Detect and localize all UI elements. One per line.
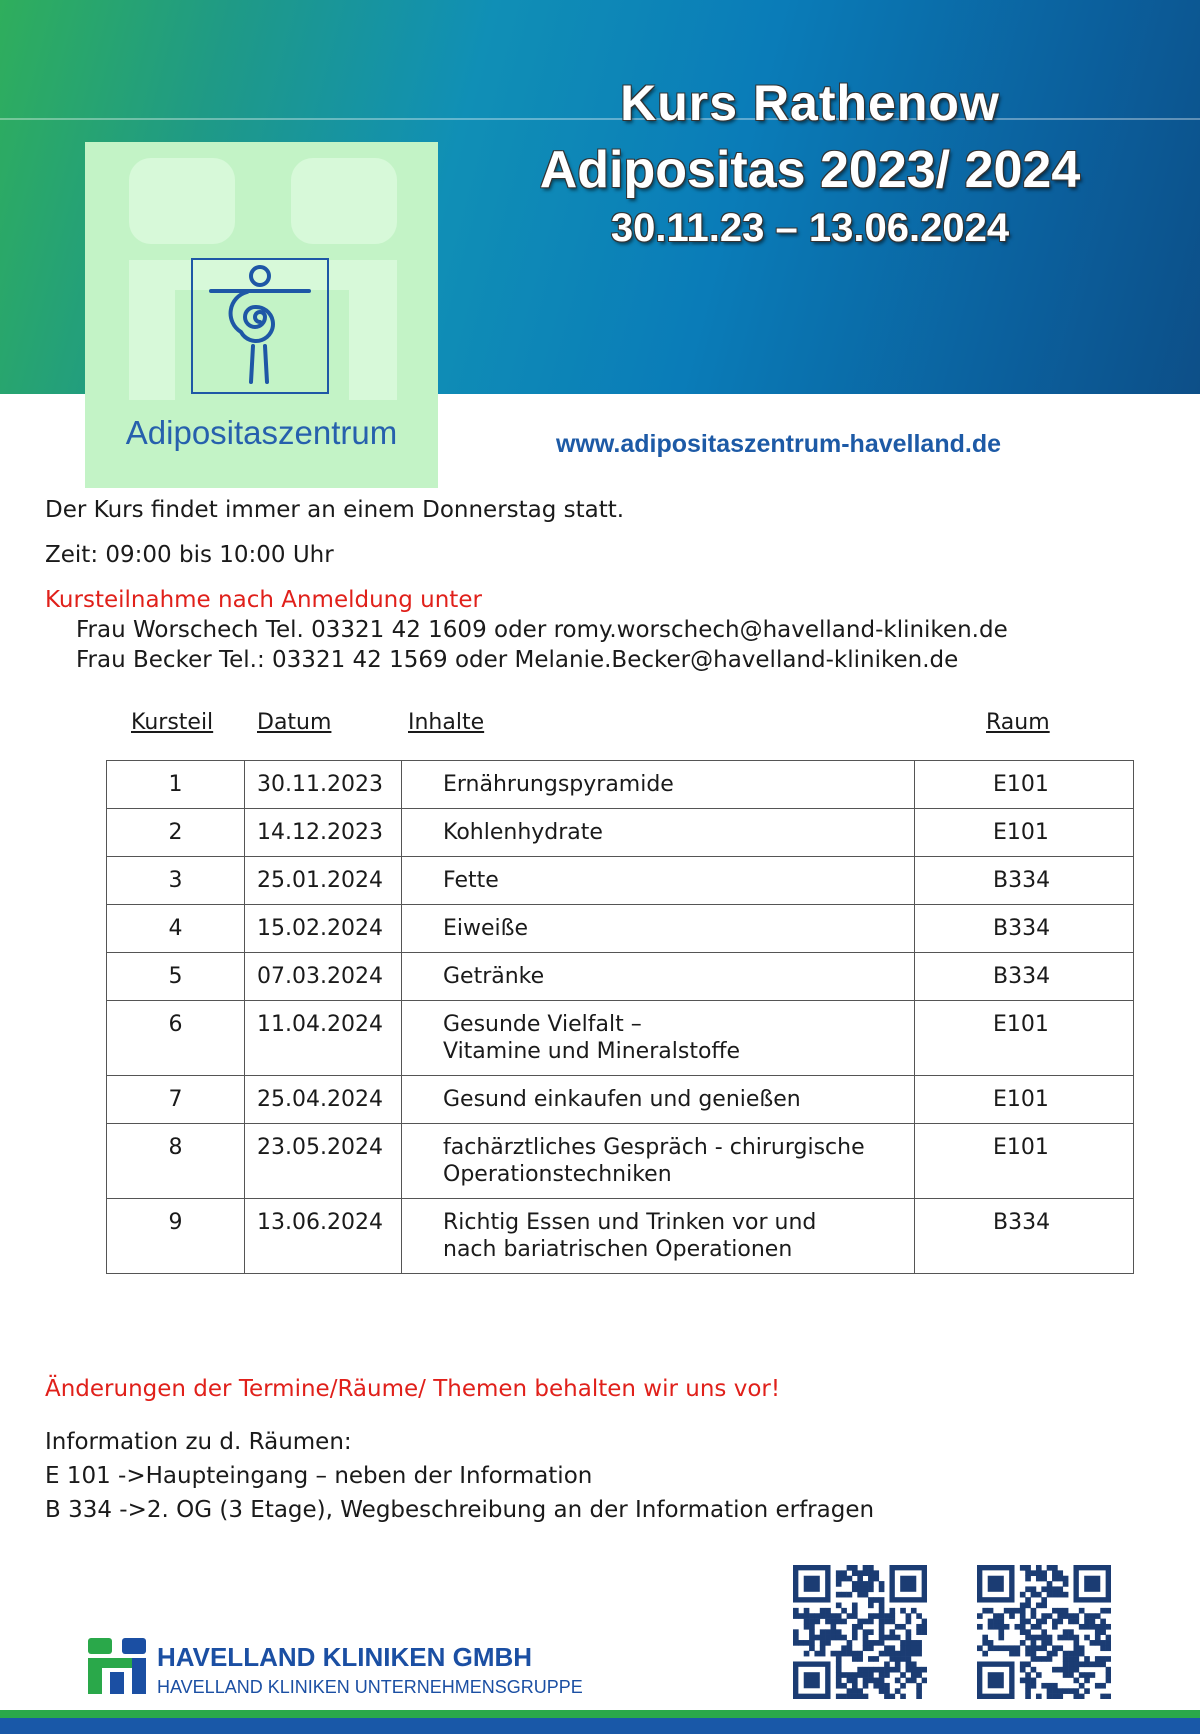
footer-color-bar bbox=[0, 1710, 1200, 1734]
column-header-datum: Datum bbox=[257, 710, 332, 735]
raum-cell: E101 bbox=[915, 1001, 1134, 1076]
kursteil-cell: 5 bbox=[107, 953, 245, 1001]
table-row bbox=[107, 1001, 1134, 1076]
logo-block-right bbox=[291, 158, 397, 244]
table-row bbox=[107, 905, 1134, 953]
datum-cell: 13.06.2024 bbox=[245, 1199, 402, 1274]
datum-cell: 07.03.2024 bbox=[245, 953, 402, 1001]
table-row bbox=[107, 761, 1134, 809]
adipositaszentrum-logo bbox=[85, 142, 438, 488]
room-b334-info: B 334 ->2. OG (3 Etage), Wegbeschreibung an der Information erfragen bbox=[45, 1497, 875, 1523]
qr-code-left[interactable] bbox=[793, 1565, 927, 1699]
changes-notice: Änderungen der Termine/Räume/ Themen behalten wir uns vor! bbox=[45, 1376, 781, 1402]
kursteil-cell: 1 bbox=[107, 761, 245, 809]
registration-heading: Kursteilnahme nach Anmeldung unter bbox=[45, 587, 482, 613]
inhalte-cell bbox=[402, 809, 915, 857]
column-header-kursteil: Kursteil bbox=[131, 710, 214, 735]
datum-cell: 25.01.2024 bbox=[245, 857, 402, 905]
topic-line: Vitamine und Mineralstoffe bbox=[443, 1039, 741, 1064]
table-row bbox=[107, 1076, 1134, 1124]
kursteil-cell: 8 bbox=[107, 1124, 245, 1199]
topic-line: Ernährungspyramide bbox=[443, 772, 674, 797]
datum-cell: 15.02.2024 bbox=[245, 905, 402, 953]
logo-pillar-left bbox=[129, 260, 175, 400]
topic-line: Kohlenhydrate bbox=[443, 820, 603, 845]
company-group: HAVELLAND KLINIKEN UNTERNEHMENSGRUPPE bbox=[157, 1677, 583, 1697]
raum-cell: B334 bbox=[915, 953, 1134, 1001]
topic-line: Gesund einkaufen und genießen bbox=[443, 1087, 801, 1112]
datum-cell: 30.11.2023 bbox=[245, 761, 402, 809]
kursteil-cell: 4 bbox=[107, 905, 245, 953]
topic-line: Fette bbox=[443, 868, 499, 893]
inhalte-cell bbox=[402, 1199, 915, 1274]
raum-cell: E101 bbox=[915, 1076, 1134, 1124]
spiral-figure-icon bbox=[193, 260, 327, 392]
table-row bbox=[107, 857, 1134, 905]
topic-line: Operationstechniken bbox=[443, 1162, 672, 1187]
course-schedule-table bbox=[106, 760, 1134, 1274]
datum-cell: 23.05.2024 bbox=[245, 1124, 402, 1199]
topic-line: Getränke bbox=[443, 964, 545, 989]
inhalte-cell bbox=[402, 1124, 915, 1199]
kursteil-cell: 9 bbox=[107, 1199, 245, 1274]
topic-line: Gesunde Vielfalt – bbox=[443, 1012, 642, 1037]
logo-figure-frame bbox=[191, 258, 329, 394]
course-day-text: Der Kurs findet immer an einem Donnerstag statt. bbox=[45, 497, 625, 523]
column-header-raum: Raum bbox=[986, 710, 1050, 735]
raum-cell: B334 bbox=[915, 857, 1134, 905]
kursteil-cell: 6 bbox=[107, 1001, 245, 1076]
kursteil-cell: 3 bbox=[107, 857, 245, 905]
contact-worschech: Frau Worschech Tel. 03321 42 1609 oder romy.worschech@havelland-kliniken.de bbox=[76, 617, 1008, 643]
column-header-inhalte: Inhalte bbox=[408, 710, 485, 735]
inhalte-cell bbox=[402, 1001, 915, 1076]
topic-line: fachärztliches Gespräch - chirurgische bbox=[443, 1135, 865, 1160]
datum-cell: 14.12.2023 bbox=[245, 809, 402, 857]
table-row bbox=[107, 1124, 1134, 1199]
raum-cell: E101 bbox=[915, 809, 1134, 857]
topic-line: Eiweiße bbox=[443, 916, 529, 941]
kursteil-cell: 2 bbox=[107, 809, 245, 857]
title-line-1: Kurs Rathenow bbox=[620, 75, 1000, 131]
logo-label: Adipositaszentrum bbox=[125, 414, 398, 451]
inhalte-cell bbox=[402, 1076, 915, 1124]
raum-cell: B334 bbox=[915, 1199, 1134, 1274]
title-date-range: 30.11.23 – 13.06.2024 bbox=[610, 206, 1010, 250]
room-e101-info: E 101 ->Haupteingang – neben der Information bbox=[45, 1463, 593, 1489]
course-time-text: Zeit: 09:00 bis 10:00 Uhr bbox=[45, 542, 334, 568]
datum-cell: 11.04.2024 bbox=[245, 1001, 402, 1076]
kursteil-cell: 7 bbox=[107, 1076, 245, 1124]
topic-line: nach bariatrischen Operationen bbox=[443, 1237, 793, 1262]
contact-becker: Frau Becker Tel.: 03321 42 1569 oder Melanie.Becker@havelland-kliniken.de bbox=[76, 647, 959, 673]
qr-code-icon bbox=[977, 1565, 1111, 1699]
raum-cell: E101 bbox=[915, 1124, 1134, 1199]
raum-cell: B334 bbox=[915, 905, 1134, 953]
inhalte-cell bbox=[402, 953, 915, 1001]
website-link[interactable]: www.adipositaszentrum-havelland.de bbox=[556, 430, 1001, 458]
inhalte-cell bbox=[402, 761, 915, 809]
logo-block-left bbox=[129, 158, 235, 244]
inhalte-cell bbox=[402, 857, 915, 905]
logo-pillar-right bbox=[349, 260, 397, 400]
inhalte-cell bbox=[402, 905, 915, 953]
qr-code-icon bbox=[793, 1565, 927, 1699]
company-name: HAVELLAND KLINIKEN GMBH bbox=[157, 1642, 533, 1672]
havelland-logo-icon bbox=[88, 1638, 148, 1696]
topic-line: Richtig Essen und Trinken vor und bbox=[443, 1210, 817, 1235]
raum-cell: E101 bbox=[915, 761, 1134, 809]
qr-code-right[interactable] bbox=[977, 1565, 1111, 1699]
title-line-2: Adipositas 2023/ 2024 bbox=[539, 141, 1081, 199]
table-row bbox=[107, 953, 1134, 1001]
table-row bbox=[107, 1199, 1134, 1274]
datum-cell: 25.04.2024 bbox=[245, 1076, 402, 1124]
rooms-info-heading: Information zu d. Räumen: bbox=[45, 1429, 352, 1455]
table-row bbox=[107, 809, 1134, 857]
